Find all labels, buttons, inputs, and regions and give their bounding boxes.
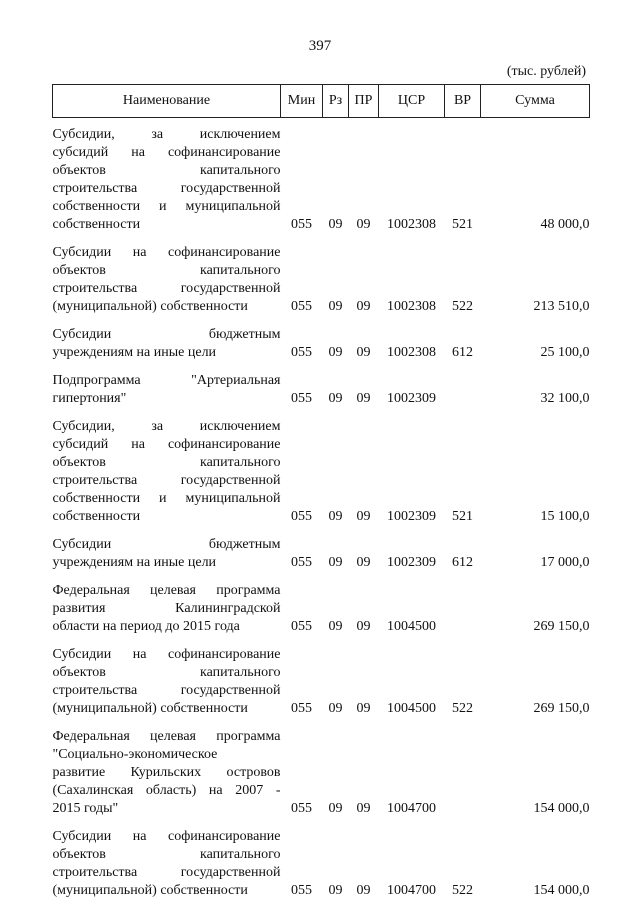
row-vr: [445, 582, 481, 646]
row-csr: 1002309: [387, 391, 436, 406]
row-vr: 522: [452, 701, 473, 716]
row-name-line: (муниципальной) собственности: [52, 883, 248, 898]
row-name-line: строительства государственной: [52, 865, 281, 880]
table-row: [53, 582, 590, 646]
row-name: [53, 728, 281, 828]
row-vr: 522: [452, 883, 473, 898]
header-min: Мин: [281, 85, 323, 118]
row-min: 055: [291, 801, 312, 816]
row-vr: 612: [452, 345, 473, 360]
table-row: [53, 326, 590, 372]
row-name: [53, 326, 281, 372]
row-name-line: собственности: [52, 509, 141, 524]
row-pr: 09: [356, 701, 371, 716]
row-name-line: развития Калининградской: [52, 601, 281, 616]
table-row: [53, 418, 590, 536]
row-pr: 09: [356, 391, 371, 406]
row-name-line: "Социально-экономическое: [52, 747, 218, 762]
row-sum: 269 150,0: [533, 619, 590, 634]
row-csr: 1002309: [387, 509, 436, 524]
row-sum: 17 000,0: [540, 555, 590, 570]
row-name-line: (муниципальной) собственности: [52, 299, 248, 314]
row-name-line: собственности: [52, 217, 141, 232]
row-name: [53, 646, 281, 728]
header-sum: Сумма: [481, 85, 590, 118]
row-pr: 09: [356, 345, 371, 360]
table-row: [53, 728, 590, 828]
row-min: 055: [291, 345, 312, 360]
row-name-line: Федеральная целевая программа: [52, 583, 281, 598]
row-name-line: (муниципальной) собственности: [52, 701, 248, 716]
row-name-line: Подпрограмма "Артериальная: [52, 373, 281, 388]
row-name: [53, 118, 281, 245]
row-name-line: строительства государственной: [52, 473, 281, 488]
row-name: [53, 828, 281, 910]
row-min: 055: [291, 701, 312, 716]
row-rz: 09: [328, 391, 343, 406]
table-row: [53, 118, 590, 245]
row-rz: 09: [328, 801, 343, 816]
row-min: 055: [291, 619, 312, 634]
row-csr: 1004500: [387, 701, 436, 716]
row-name: [53, 536, 281, 582]
row-pr: 09: [356, 217, 371, 232]
header-rz: Рз: [323, 85, 349, 118]
row-name-line: Субсидии, за исключением: [52, 127, 281, 142]
row-sum: 48 000,0: [540, 217, 590, 232]
row-pr: 09: [356, 509, 371, 524]
header-csr: ЦСР: [379, 85, 445, 118]
row-pr: 09: [356, 619, 371, 634]
row-name-line: развитие Курильских островов: [52, 765, 281, 780]
row-name-line: объектов капитального: [52, 163, 281, 178]
row-name-line: объектов капитального: [52, 263, 281, 278]
row-sum: 154 000,0: [533, 883, 590, 898]
row-vr: [445, 728, 481, 828]
row-name-line: объектов капитального: [52, 847, 281, 862]
row-vr: 521: [452, 217, 473, 232]
row-min: 055: [291, 509, 312, 524]
row-min: 055: [291, 299, 312, 314]
row-sum: 25 100,0: [540, 345, 590, 360]
row-pr: 09: [356, 883, 371, 898]
row-name-line: субсидий на софинансирование: [52, 145, 281, 160]
row-rz: 09: [328, 345, 343, 360]
row-name-line: учреждениям на иные цели: [52, 345, 217, 360]
row-vr: [445, 372, 481, 418]
row-name-line: Федеральная целевая программа: [52, 729, 281, 744]
row-min: 055: [291, 391, 312, 406]
row-name-line: строительства государственной: [52, 683, 281, 698]
page-number: 397: [308, 38, 332, 54]
row-vr: 522: [452, 299, 473, 314]
header-name: Наименование: [53, 85, 281, 118]
units-label: (тыс. рублей): [506, 64, 586, 79]
row-name: [53, 582, 281, 646]
row-name: [53, 244, 281, 326]
row-min: 055: [291, 217, 312, 232]
row-name-line: строительства государственной: [52, 181, 281, 196]
row-name: [53, 372, 281, 418]
row-csr: 1004700: [387, 801, 436, 816]
row-csr: 1004500: [387, 619, 436, 634]
row-name: [53, 418, 281, 536]
row-name-line: объектов капитального: [52, 455, 281, 470]
row-csr: 1002309: [387, 555, 436, 570]
row-csr: 1004700: [387, 883, 436, 898]
row-name-line: области на период до 2015 года: [52, 619, 240, 634]
row-name-line: учреждениям на иные цели: [52, 555, 217, 570]
row-rz: 09: [328, 217, 343, 232]
row-csr: 1002308: [387, 299, 436, 314]
row-name-line: субсидий на софинансирование: [52, 437, 281, 452]
table-row: [53, 244, 590, 326]
row-pr: 09: [356, 801, 371, 816]
row-name-line: (Сахалинская область) на 2007 -: [52, 783, 281, 798]
row-name-line: Субсидии бюджетным: [52, 537, 281, 552]
row-rz: 09: [328, 619, 343, 634]
row-name-line: объектов капитального: [52, 665, 281, 680]
row-sum: 154 000,0: [533, 801, 590, 816]
row-rz: 09: [328, 555, 343, 570]
row-sum: 213 510,0: [533, 299, 590, 314]
row-csr: 1002308: [387, 345, 436, 360]
row-rz: 09: [328, 883, 343, 898]
row-name-line: Субсидии, за исключением: [52, 419, 281, 434]
row-rz: 09: [328, 701, 343, 716]
table-row: [53, 828, 590, 910]
header-pr: ПР: [349, 85, 379, 118]
row-name-line: Субсидии на софинансирование: [52, 245, 281, 260]
budget-table: [52, 84, 590, 910]
row-rz: 09: [328, 509, 343, 524]
table-row: [53, 372, 590, 418]
table-row: [53, 646, 590, 728]
row-name-line: гипертония": [52, 391, 127, 406]
row-name-line: собственности и муниципальной: [52, 491, 281, 506]
row-name-line: 2015 годы": [52, 801, 119, 816]
row-sum: 269 150,0: [533, 701, 590, 716]
row-vr: 521: [452, 509, 473, 524]
table-row: [53, 536, 590, 582]
row-name-line: Субсидии на софинансирование: [52, 829, 281, 844]
row-sum: 15 100,0: [540, 509, 590, 524]
row-name-line: строительства государственной: [52, 281, 281, 296]
row-rz: 09: [328, 299, 343, 314]
row-pr: 09: [356, 555, 371, 570]
row-vr: 612: [452, 555, 473, 570]
row-name-line: собственности и муниципальной: [52, 199, 281, 214]
row-name-line: Субсидии бюджетным: [52, 327, 281, 342]
row-min: 055: [291, 883, 312, 898]
row-min: 055: [291, 555, 312, 570]
table-header-row: [53, 85, 590, 118]
header-vr: ВР: [445, 85, 481, 118]
row-sum: 32 100,0: [540, 391, 590, 406]
row-csr: 1002308: [387, 217, 436, 232]
row-name-line: Субсидии на софинансирование: [52, 647, 281, 662]
row-pr: 09: [356, 299, 371, 314]
